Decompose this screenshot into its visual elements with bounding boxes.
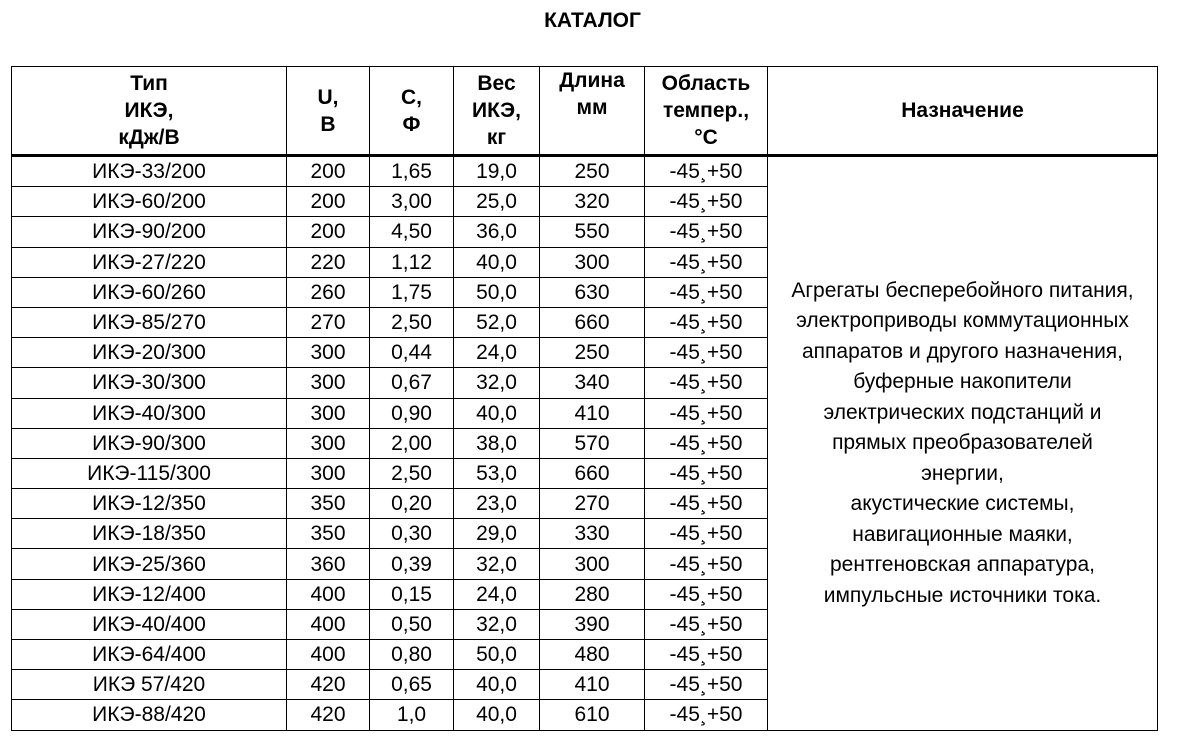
cell-length: 250 xyxy=(540,156,645,187)
cell-temperature: -45¸+50 xyxy=(645,277,768,307)
cell-capacitance: 2,50 xyxy=(370,458,454,488)
header-temperature-line: темпер., xyxy=(662,99,750,122)
cell-capacitance: 0,39 xyxy=(370,549,454,579)
cell-length: 250 xyxy=(540,338,645,368)
cell-length: 610 xyxy=(540,700,645,730)
cell-capacitance: 3,00 xyxy=(370,187,454,217)
cell-type: ИКЭ-88/420 xyxy=(12,700,287,730)
cell-voltage: 360 xyxy=(287,549,370,579)
purpose-line: электроприводы коммутационных xyxy=(796,309,1129,333)
cell-voltage: 300 xyxy=(287,398,370,428)
cell-temperature: -45¸+50 xyxy=(645,247,768,277)
cell-weight: 24,0 xyxy=(454,579,540,609)
cell-temperature: -45¸+50 xyxy=(645,398,768,428)
cell-temperature: -45¸+50 xyxy=(645,217,768,247)
header-weight-line: ИКЭ, xyxy=(472,99,521,122)
cell-temperature: -45¸+50 xyxy=(645,700,768,730)
header-type-line: Тип xyxy=(130,72,168,95)
purpose-line: акустические системы, xyxy=(850,492,1075,516)
cell-capacitance: 1,65 xyxy=(370,156,454,187)
cell-capacitance: 1,12 xyxy=(370,247,454,277)
cell-length: 300 xyxy=(540,549,645,579)
cell-weight: 52,0 xyxy=(454,307,540,337)
cell-temperature: -45¸+50 xyxy=(645,368,768,398)
cell-voltage: 200 xyxy=(287,187,370,217)
cell-capacitance: 0,20 xyxy=(370,489,454,519)
header-length-line: Длина xyxy=(559,69,625,92)
header-voltage xyxy=(287,67,370,156)
cell-capacitance: 0,90 xyxy=(370,398,454,428)
cell-voltage: 400 xyxy=(287,579,370,609)
cell-voltage: 350 xyxy=(287,489,370,519)
cell-length: 550 xyxy=(540,217,645,247)
cell-capacitance: 0,44 xyxy=(370,338,454,368)
cell-weight: 29,0 xyxy=(454,519,540,549)
cell-length: 410 xyxy=(540,670,645,700)
cell-temperature: -45¸+50 xyxy=(645,338,768,368)
cell-voltage: 300 xyxy=(287,458,370,488)
cell-type: ИКЭ-18/350 xyxy=(12,519,287,549)
cell-capacitance: 0,65 xyxy=(370,670,454,700)
cell-type: ИКЭ-40/400 xyxy=(12,609,287,639)
cell-type: ИКЭ-90/200 xyxy=(12,217,287,247)
cell-length: 280 xyxy=(540,579,645,609)
cell-weight: 40,0 xyxy=(454,398,540,428)
cell-weight: 36,0 xyxy=(454,217,540,247)
cell-voltage: 300 xyxy=(287,368,370,398)
cell-capacitance: 0,50 xyxy=(370,609,454,639)
cell-type: ИКЭ-30/300 xyxy=(12,368,287,398)
cell-capacitance: 2,00 xyxy=(370,428,454,458)
cell-capacitance: 0,30 xyxy=(370,519,454,549)
cell-temperature: -45¸+50 xyxy=(645,428,768,458)
cell-voltage: 200 xyxy=(287,156,370,187)
cell-temperature: -45¸+50 xyxy=(645,640,768,670)
header-type-line: ИКЭ, xyxy=(124,99,174,122)
cell-capacitance: 1,0 xyxy=(370,700,454,730)
table-row xyxy=(12,156,1158,187)
cell-weight: 50,0 xyxy=(454,277,540,307)
cell-weight: 50,0 xyxy=(454,640,540,670)
cell-weight: 32,0 xyxy=(454,549,540,579)
table-body xyxy=(12,156,1158,731)
cell-type: ИКЭ-60/260 xyxy=(12,277,287,307)
header-voltage-line: U, xyxy=(317,85,339,109)
cell-voltage: 420 xyxy=(287,670,370,700)
cell-type: ИКЭ-33/200 xyxy=(12,156,287,187)
cell-weight: 40,0 xyxy=(454,700,540,730)
cell-temperature: -45¸+50 xyxy=(645,519,768,549)
purpose-line: энергии, xyxy=(921,461,1004,485)
header-temperature xyxy=(645,67,768,156)
cell-voltage: 400 xyxy=(287,640,370,670)
cell-voltage: 200 xyxy=(287,217,370,247)
header-capacitance-line: Ф xyxy=(402,112,421,136)
purpose-line: Агрегаты бесперебойного питания, xyxy=(791,278,1134,302)
header-row xyxy=(12,67,1158,156)
cell-weight: 32,0 xyxy=(454,368,540,398)
cell-temperature: -45¸+50 xyxy=(645,549,768,579)
header-voltage-line: В xyxy=(320,112,336,136)
cell-voltage: 260 xyxy=(287,277,370,307)
cell-length: 300 xyxy=(540,247,645,277)
cell-type: ИКЭ-115/300 xyxy=(12,458,287,488)
cell-length: 480 xyxy=(540,640,645,670)
header-capacitance-line: С, xyxy=(401,85,422,109)
purpose-line: аппаратов и другого назначения, xyxy=(801,339,1124,363)
cell-capacitance: 0,80 xyxy=(370,640,454,670)
cell-length: 330 xyxy=(540,519,645,549)
header-purpose: Назначение xyxy=(768,67,1158,156)
cell-type: ИКЭ-40/300 xyxy=(12,398,287,428)
cell-type: ИКЭ-64/400 xyxy=(12,640,287,670)
cell-length: 390 xyxy=(540,609,645,639)
cell-type: ИКЭ-12/350 xyxy=(12,489,287,519)
cell-weight: 19,0 xyxy=(454,156,540,187)
cell-length: 340 xyxy=(540,368,645,398)
cell-capacitance: 0,67 xyxy=(370,368,454,398)
header-weight xyxy=(454,67,540,156)
cell-voltage: 300 xyxy=(287,338,370,368)
cell-capacitance: 2,50 xyxy=(370,307,454,337)
header-weight-line: Вес xyxy=(477,72,516,95)
cell-temperature: -45¸+50 xyxy=(645,489,768,519)
cell-length: 660 xyxy=(540,307,645,337)
cell-temperature: -45¸+50 xyxy=(645,307,768,337)
header-length-line: мм xyxy=(576,96,608,119)
cell-temperature: -45¸+50 xyxy=(645,187,768,217)
header-temperature-line: °С xyxy=(694,126,718,149)
cell-length: 320 xyxy=(540,187,645,217)
cell-type: ИКЭ-85/270 xyxy=(12,307,287,337)
cell-temperature: -45¸+50 xyxy=(645,458,768,488)
purpose-line: прямых преобразователей xyxy=(832,431,1093,455)
cell-temperature: -45¸+50 xyxy=(645,156,768,187)
cell-length: 660 xyxy=(540,458,645,488)
cell-type: ИКЭ-25/360 xyxy=(12,549,287,579)
cell-type: ИКЭ-12/400 xyxy=(12,579,287,609)
cell-voltage: 400 xyxy=(287,609,370,639)
header-temperature-line: Область xyxy=(661,72,751,95)
header-length xyxy=(540,67,645,156)
cell-capacitance: 4,50 xyxy=(370,217,454,247)
cell-type: ИКЭ 57/420 xyxy=(12,670,287,700)
cell-length: 410 xyxy=(540,398,645,428)
cell-weight: 32,0 xyxy=(454,609,540,639)
cell-temperature: -45¸+50 xyxy=(645,579,768,609)
cell-type: ИКЭ-20/300 xyxy=(12,338,287,368)
cell-capacitance: 0,15 xyxy=(370,579,454,609)
cell-weight: 23,0 xyxy=(454,489,540,519)
cell-voltage: 350 xyxy=(287,519,370,549)
cell-length: 270 xyxy=(540,489,645,519)
cell-type: ИКЭ-90/300 xyxy=(12,428,287,458)
cell-length: 570 xyxy=(540,428,645,458)
purpose-line: буферные накопители xyxy=(853,370,1072,394)
cell-weight: 53,0 xyxy=(454,458,540,488)
cell-voltage: 300 xyxy=(287,428,370,458)
purpose-line: электрических подстанций и xyxy=(823,400,1102,424)
cell-purpose xyxy=(768,156,1158,731)
purpose-line: рентгеновская аппаратура, xyxy=(830,553,1095,577)
cell-length: 630 xyxy=(540,277,645,307)
page-title: КАТАЛОГ xyxy=(544,9,641,32)
catalog-table xyxy=(11,66,1158,731)
cell-weight: 40,0 xyxy=(454,247,540,277)
cell-voltage: 420 xyxy=(287,700,370,730)
cell-temperature: -45¸+50 xyxy=(645,670,768,700)
cell-weight: 40,0 xyxy=(454,670,540,700)
header-type-line: кДж/В xyxy=(118,126,180,149)
header-capacitance xyxy=(370,67,454,156)
cell-weight: 24,0 xyxy=(454,338,540,368)
cell-voltage: 220 xyxy=(287,247,370,277)
header-type xyxy=(12,67,287,156)
cell-weight: 25,0 xyxy=(454,187,540,217)
cell-weight: 38,0 xyxy=(454,428,540,458)
cell-type: ИКЭ-60/200 xyxy=(12,187,287,217)
purpose-line: импульсные источники тока. xyxy=(823,583,1102,607)
cell-voltage: 270 xyxy=(287,307,370,337)
purpose-line: навигационные маяки, xyxy=(852,522,1073,546)
cell-capacitance: 1,75 xyxy=(370,277,454,307)
cell-type: ИКЭ-27/220 xyxy=(12,247,287,277)
cell-temperature: -45¸+50 xyxy=(645,609,768,639)
header-weight-line: кг xyxy=(486,126,507,149)
